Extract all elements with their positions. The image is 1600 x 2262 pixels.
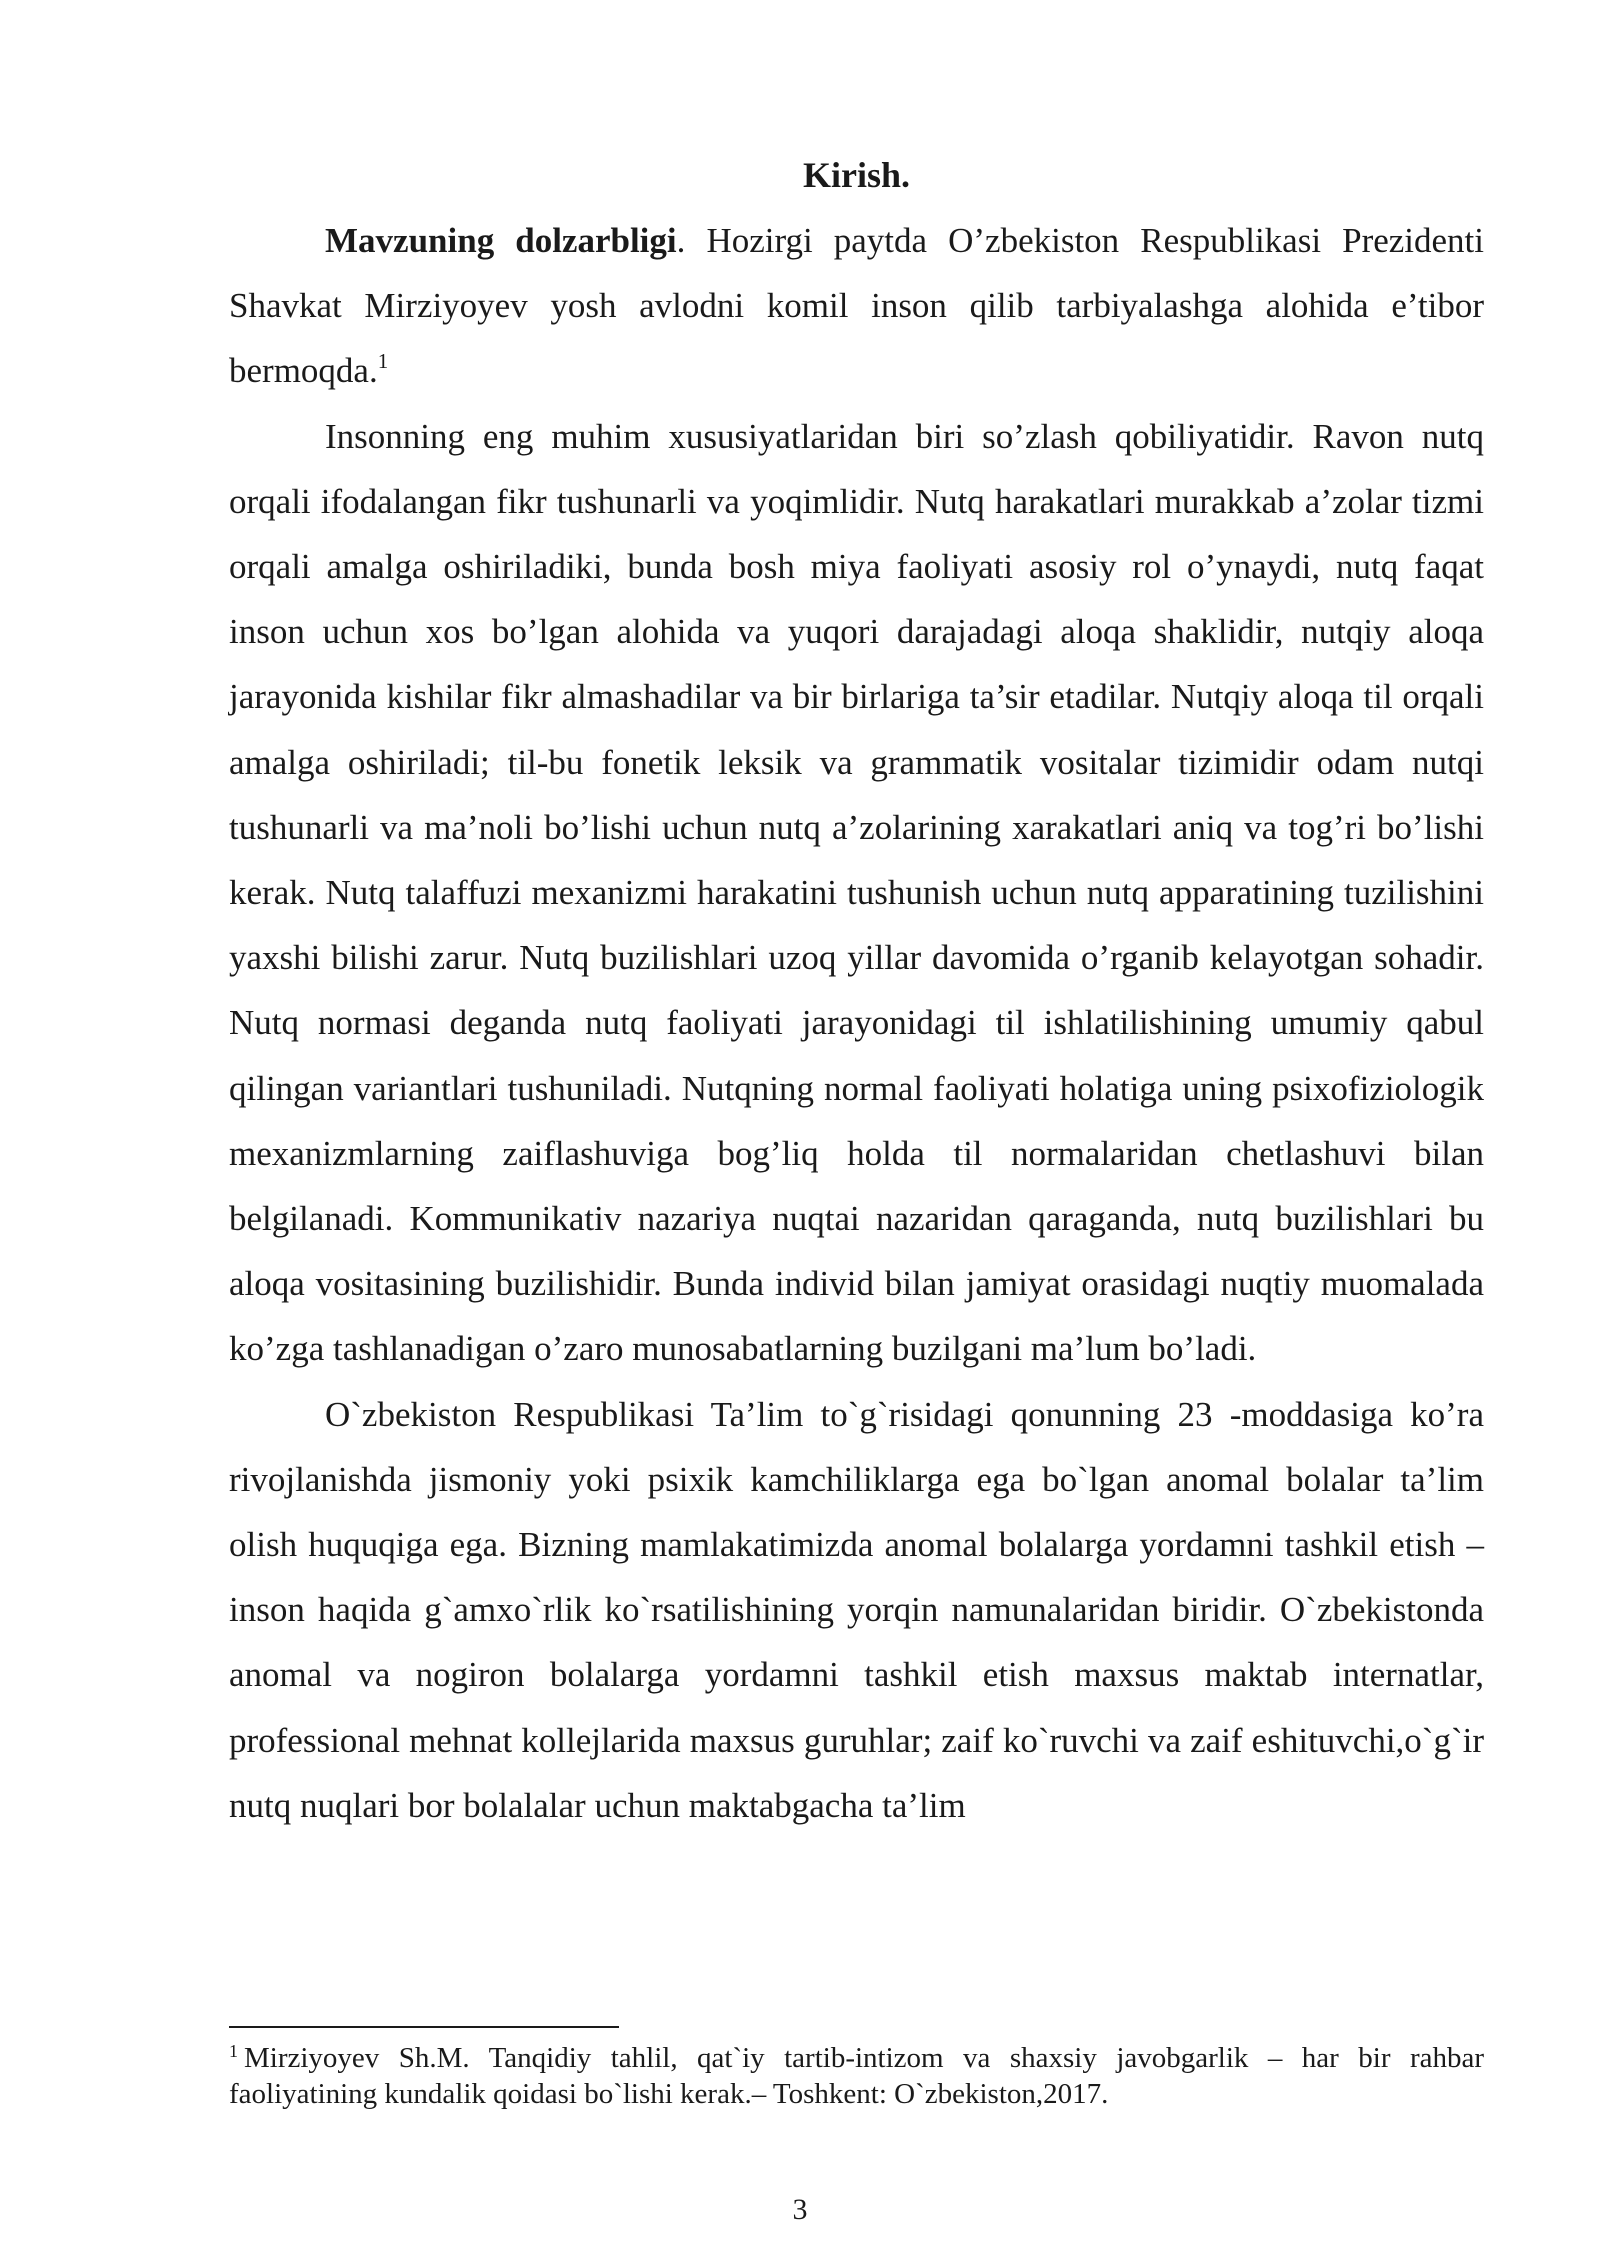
footnote-mark: 1 (229, 2041, 238, 2061)
paragraph-education-law: O`zbekiston Respublikasi Ta’lim to`g`risidagi qonunning 23 -moddasiga ko’ra rivojlanishda jismoniy yoki psixik kamchiliklarga ega bo`lgan anomal bolalar ta’lim olish huquqiga ega. Bizning mamlakatimizda anomal bolalarga yordamni tashkil etish – inson haqida g`amxo`rlik ko`rsatilishining yorqin namunalaridan biridir. O`zbekistonda anomal va nogiron bolalarga yordamni tashkil etish maxsus maktab internatlar, professional mehnat kollejlarida maxsus guruhlar; zaif ko`ruvchi va zaif eshituvchi,o`g`ir nutq nuqlari bor bolalalar uchun maktabgacha ta’lim (229, 1394, 1484, 1825)
page-number: 3 (792, 2193, 808, 2226)
footnote-text: Mirziyoyev Sh.M. Tanqidiy tahlil, qat`iy tartib-intizom va shaxsiy javobgarlik – har bir rahbar faoliyatining kundalik qoidasi bo`lishi kerak.– Toshkent: O`zbekiston,2017. (229, 2042, 1484, 2110)
page-title: Kirish. (802, 155, 910, 195)
paragraph-relevance (229, 208, 1484, 404)
footnote-reference[interactable]: 1 (377, 349, 389, 374)
footnote (229, 2040, 1484, 2112)
body-text (229, 208, 1484, 1838)
paragraph-lead: Mavzuning dolzarbligi (325, 221, 677, 260)
paragraph-text: . Hozirgi paytda O’zbekiston Respublikasi Prezidenti Shavkat Mirziyoyev yosh avlodni komil inson qilib tarbiyalashga alohida e’tibor bermoqda. (229, 221, 1484, 391)
paragraph-speech: Insonning eng muhim xususiyatlaridan biri so’zlash qobiliyatidir. Ravon nutq orqali ifodalangan fikr tushunarli va yoqimlidir. Nutq harakatlari murakkab a’zolar tizmi orqali amalga oshiriladiki, bunda bosh miya faoliyati asosiy rol o’ynaydi, nutq faqat inson uchun xos bo’lgan alohida va yuqori darajadagi aloqa shaklidir, nutqiy aloqa jarayonida kishilar fikr almashadilar va bir birlariga ta’sir etadilar. Nutqiy aloqa til orqali amalga oshiriladi; til-bu fonetik leksik va grammatik vositalar tizimidir odam nutqi tushunarli va ma’noli bo’lishi uchun nutq a’zolarining xarakatlari aniq va tog’ri bo’lishi kerak. Nutq talaffuzi mexanizmi harakatini tushunish uchun nutq apparatining tuzilishini yaxshi bilishi zarur. Nutq buzilishlari uzoq yillar davomida o’rganib kelayotgan sohadir. Nutq normasi deganda nutq faoliyati jarayonidagi til ishlatilishining umumiy qabul qilingan variantlari tushuniladi. Nutqning normal faoliyati holatiga uning psixofiziologik mexanizmlarning zaiflashuviga bog’liq holda til normalaridan chetlashuvi bilan belgilanadi. Kommunikativ nazariya nuqtai nazaridan qaraganda, nutq buzilishlari bu aloqa vositasining buzilishidir. Bunda individ bilan jamiyat orasidagi nuqtiy muomalada ko’zga tashlanadigan o’zaro munosabatlarning buzilgani ma’lum bo’ladi. (229, 416, 1484, 1369)
footnote-separator (229, 2026, 619, 2028)
